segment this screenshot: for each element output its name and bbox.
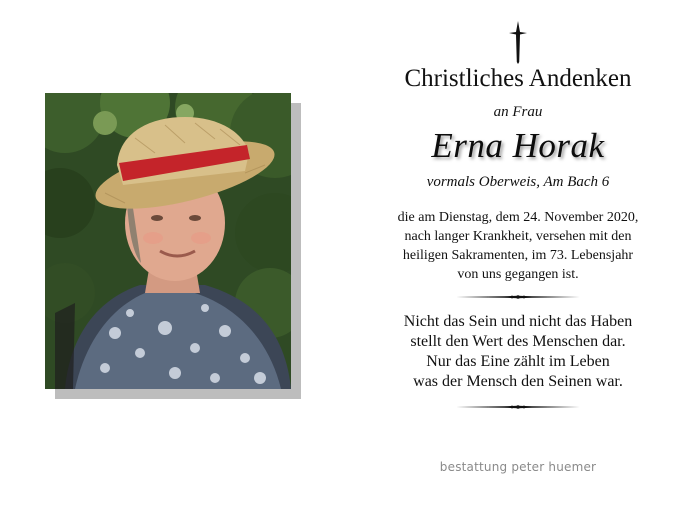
memorial-poem bbox=[372, 312, 664, 392]
death-notice-line: nach langer Krankheit, versehen mit den bbox=[404, 229, 632, 244]
death-notice-line: von uns gegangen ist. bbox=[457, 267, 579, 282]
poem-line: was der Mensch den Seinen war. bbox=[413, 373, 623, 390]
death-notice bbox=[372, 208, 664, 284]
deceased-name: Erna Horak bbox=[431, 126, 605, 165]
card-heading: Christliches Andenken bbox=[404, 65, 632, 92]
ornament-divider bbox=[456, 293, 580, 301]
poem-line: Nur das Eine zählt im Leben bbox=[426, 353, 610, 370]
portrait-photo bbox=[45, 93, 291, 389]
funeral-home-footer: bestattung peter huemer bbox=[439, 460, 597, 474]
death-notice-line: die am Dienstag, dem 24. November 2020, bbox=[397, 210, 639, 225]
former-address: vormals Oberweis, Am Bach 6 bbox=[426, 174, 610, 190]
salutation: an Frau bbox=[493, 104, 543, 120]
ornament-divider bbox=[456, 403, 580, 411]
cross-icon bbox=[507, 20, 529, 64]
poem-line: stellt den Wert des Menschen dar. bbox=[410, 333, 626, 350]
death-notice-line: heiligen Sakramenten, im 73. Lebensjahr bbox=[402, 248, 634, 263]
poem-line: Nicht das Sein und nicht das Haben bbox=[403, 313, 633, 330]
